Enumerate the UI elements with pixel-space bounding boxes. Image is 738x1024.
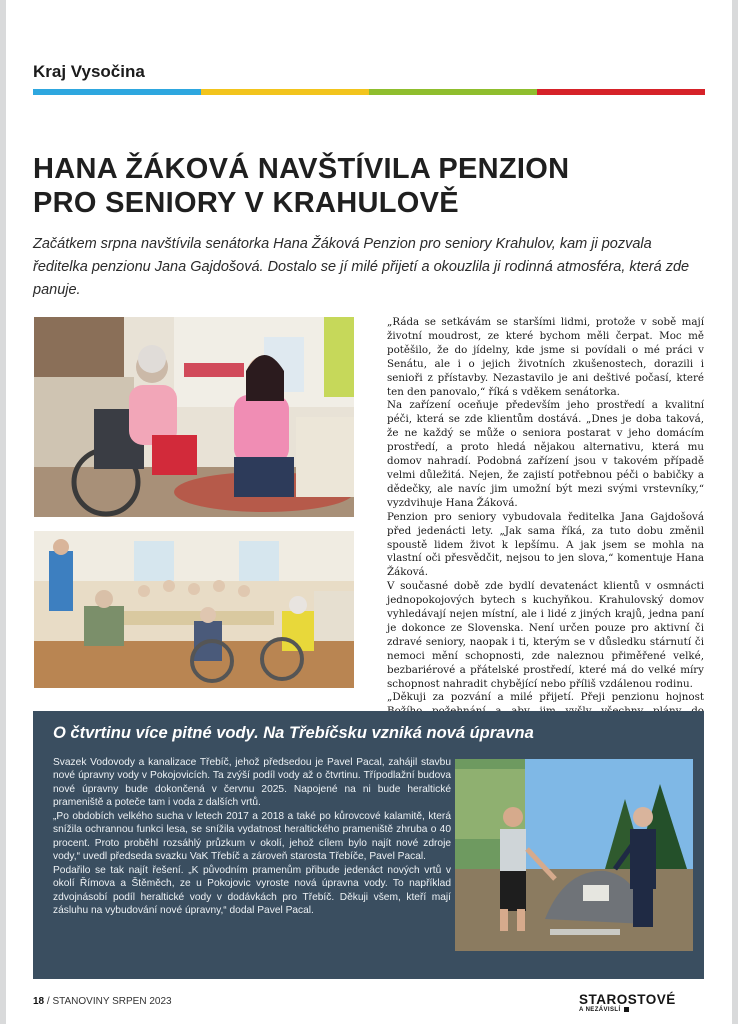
logo-square-icon — [624, 1007, 629, 1012]
page-number: 18 — [33, 996, 45, 1007]
logo-sub-text: A NEZÁVISLÍ — [579, 1007, 621, 1014]
section-label: Kraj Vysočina — [33, 62, 145, 81]
article-paragraph: Penzion pro seniory vybudovala ředitelka Jana Gajdošová před jedenácti lety. „Jak sama říká, za tuto dobu změnil spoustě lidem život k lepšímu. A jak jsem se mohla na vlastní oči přesvědčit, nejsou to jen slova,“ komentuje Hana Žáková. — [387, 510, 704, 579]
logo-sub-line — [579, 1007, 676, 1013]
news-box-paragraph: „Po obdobích velkého sucha v letech 2017 a 2018 a také po kůrovcové kalamitě, která snížila ochrannou funkci lesa, se snížila vydatnost heraltického prameniště zhruba o 40 procent. Proto proběhl rozsáhlý průzkum v okolí, jehož cílem bylo najít nové zdroje vody,“ uvedl předseda svazku VaK Třebíč a zároveň starosta Třebíče, Pavel Pacal. — [53, 810, 451, 863]
issue-label: / STANOVINY SRPEN 2023 — [44, 996, 172, 1007]
news-box — [33, 711, 704, 979]
article-paragraph: „Ráda se setkávám se staršími lidmi, protože v sobě mají životní moudrost, ze které bychom měli čerpat. Moc mě potěšilo, že do jídelny, kde jsme si povídali o mé práci v Senátu, ale i o jejich životních zkušenostech, dorazili i senioři z přístavby. Nezastavilo je ani deštivé počasí, které ten den panovalo,“ říká s vděkem senátorka. — [387, 316, 704, 398]
headline-line-2: PRO SENIORY V KRAHULOVĚ — [33, 187, 459, 219]
article-headline — [33, 152, 693, 220]
color-bar — [33, 89, 705, 95]
magazine-page — [6, 0, 732, 1024]
article-body — [387, 316, 704, 733]
news-box-title: O čtvrtinu více pitné vody. Na Třebíčsku vzniká nová úpravna — [53, 724, 534, 742]
photo-visit-room — [34, 317, 354, 517]
article-lead: Začátkem srpna navštívila senátorka Hana Žáková Penzion pro seniory Krahulov, kam ji pozvala ředitelka penzionu Jana Gajdošová. Dostalo se jí milé přijetí a okouzlila ji rodinná atmosféra, která zde panuje. — [33, 236, 690, 298]
article-paragraph: V současné době zde bydlí devatenáct klientů v osmnácti jednopokojových bytech s kuchyňkou. Krahulovský domov vyhledávají nejen místní, ale i lidé z jiných krajů, jedna paní je dokonce ze Slovenska. Není určen pouze pro aktivní či zdravé seniory, naopak i ti, kterým se v důsledku stárnutí či nemoci mění schopnosti, zde naleznou přiměřené velké, bezbariérové a přátelské prostředí, které má do velké míry schopnost nahradit chybějící nebo příliš vzdálenou rodinu. — [387, 580, 704, 690]
logo-main-text: STAROSTOVÉ — [579, 992, 676, 1007]
news-box-paragraph: Svazek Vodovody a kanalizace Třebíč, jehož předsedou je Pavel Pacal, zahájil stavbu nové úpravny vody v Pokojovicích. Ta zvýší podíl vody až o čtvrtinu. Třípodlažní budova nové úpravny bude dokončená v červnu 2025. Napojené na ni bude heraltické prameniště a poteče tam i voda z dalších vrtů. — [53, 757, 451, 809]
news-box-text — [53, 756, 451, 917]
article-paragraph: Na zařízení oceňuje především jeho prostředí a kvalitní péči, která se zde klientům dostává. „Dnes je doba taková, že ne každý se může o seniora postarat v jeho domácím prostředí, a proto hledá nějakou alternativu, která mu domov nahradí. Podobná zařízení jsou v takovém případě velmi důležitá. Nejen, že zajistí potřebnou péči o babičky a dědečky, ale navíc jim umožní být mezi svými vrstevníky,“ vyzdvihuje Hana Žáková. — [387, 399, 704, 509]
news-box-paragraph: Podařilo se tak najít řešení. „K původním pramenům přibude jedenáct nových vrtů v okolí Římova a Štěměch, ze u Pokojovic vyroste nová úpravna vody. To například zdvojnásobí podíl heraltické vody v dodávkách pro Třebíč. Děkuji všem, kteří mají zásluhu na vybudování nové úpravny,“ dodal Pavel Pacal. — [53, 864, 451, 916]
publisher-logo — [579, 993, 676, 1013]
photo-foundation-stone — [455, 759, 693, 951]
color-bar-segment-green — [369, 89, 537, 95]
color-bar-segment-red — [537, 89, 705, 95]
photo-dining-room-group — [34, 531, 354, 688]
page-footer — [33, 996, 172, 1007]
color-bar-segment-yellow — [201, 89, 369, 95]
headline-line-1: HANA ŽÁKOVÁ NAVŠTÍVILA PENZION — [33, 153, 570, 185]
article-paragraph: „Děkuji za pozvání a milé přijetí. Přeji penzionu hojnost — [387, 691, 704, 704]
color-bar-segment-blue — [33, 89, 201, 95]
